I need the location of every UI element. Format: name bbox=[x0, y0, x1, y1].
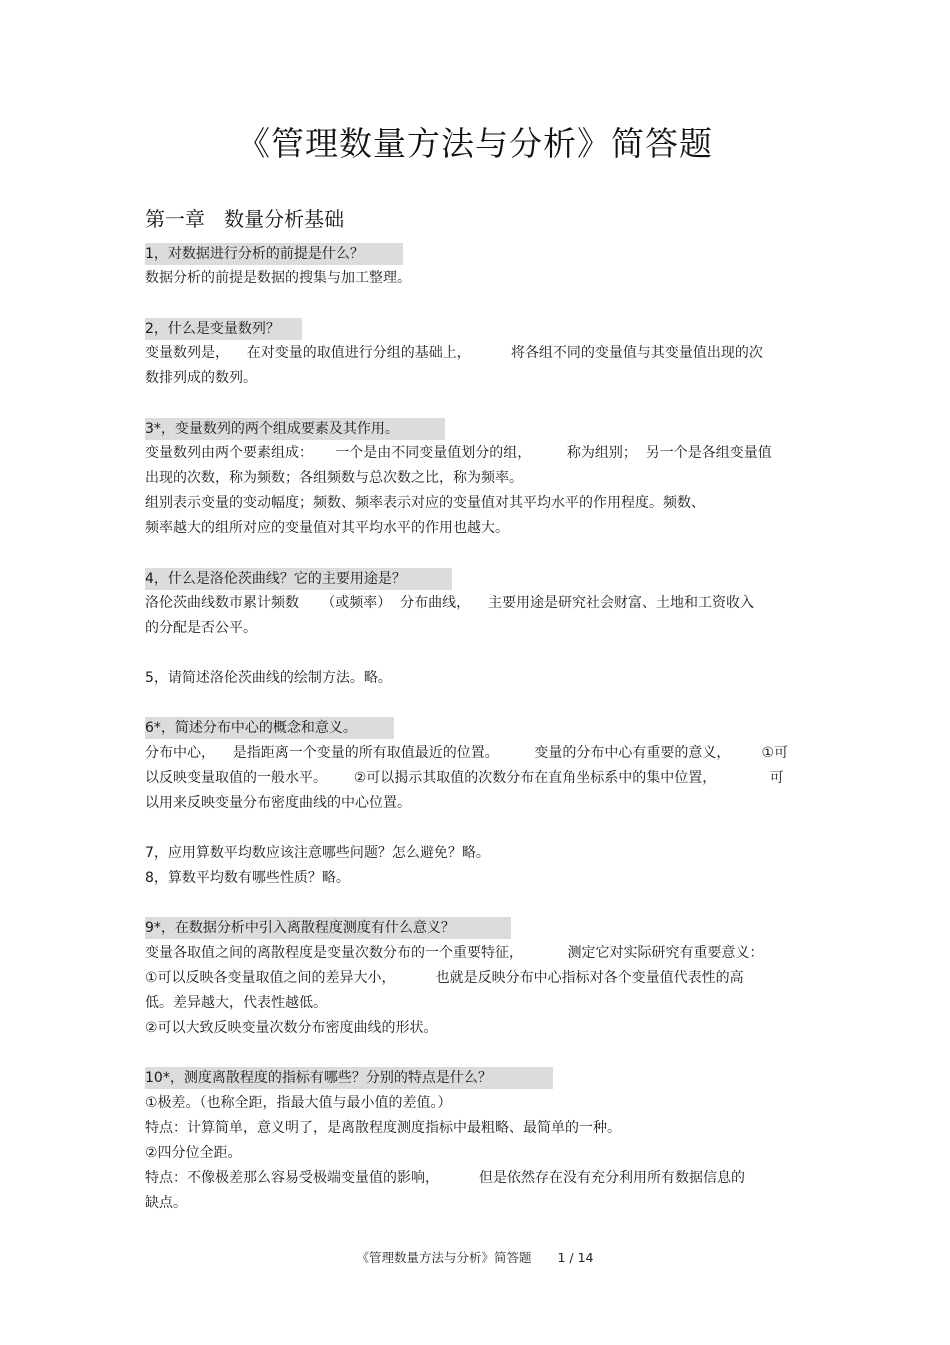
question-8: 8，算数平均数有哪些性质？略。 bbox=[145, 870, 350, 886]
answer-line: 以用来反映变量分布密度曲线的中心位置。 bbox=[145, 795, 411, 811]
answer-line: 分布中心， 是指距离一个变量的所有取值最近的位置。 变量的分布中心有重要的意义， ①可 bbox=[145, 745, 789, 761]
question-2: 2，什么是变量数列？ bbox=[145, 318, 302, 340]
answer-line: ①极差。（也称全距，指最大值与最小值的差值。） bbox=[145, 1095, 452, 1111]
answer-line: 特点：计算简单，意义明了，是离散程度测度指标中最粗略、最简单的一种。 bbox=[145, 1120, 621, 1136]
chapter-heading: 第一章 数量分析基础 bbox=[145, 207, 345, 231]
answer-line: 变量各取值之间的离散程度是变量次数分布的一个重要特征， 测定它对实际研究有重要意义： bbox=[145, 945, 764, 961]
answer-line: ②四分位全距。 bbox=[145, 1145, 242, 1161]
answer-line: 频率越大的组所对应的变量值对其平均水平的作用也越大。 bbox=[145, 520, 509, 536]
page-footer bbox=[0, 1248, 950, 1266]
answer-line: 洛伦茨曲线数市累计频数 （或频率） 分布曲线， 主要用途是研究社会财富、土地和工资收入 bbox=[145, 595, 754, 611]
answer-line: 组别表示变量的变动幅度；频数、频率表示对应的变量值对其平均水平的作用程度。频数、 bbox=[145, 495, 705, 511]
answer-line: 的分配是否公平。 bbox=[145, 620, 257, 636]
answer-line: ②可以大致反映变量次数分布密度曲线的形状。 bbox=[145, 1020, 438, 1036]
question-5: 5，请简述洛伦茨曲线的绘制方法。略。 bbox=[145, 670, 392, 686]
answer-line: 缺点。 bbox=[145, 1195, 187, 1211]
question-7: 7，应用算数平均数应该注意哪些问题？怎么避免？略。 bbox=[145, 845, 490, 861]
question-3: 3*，变量数列的两个组成要素及其作用。 bbox=[145, 418, 445, 440]
answer-line: 以反映变量取值的一般水平。 ②可以揭示其取值的次数分布在直角坐标系中的集中位置， 可 bbox=[145, 770, 784, 786]
answer-line: 低。差异越大，代表性越低。 bbox=[145, 995, 327, 1011]
footer-title: 《管理数量方法与分析》简答题 bbox=[356, 1250, 532, 1265]
answer-line: ①可以反映各变量取值之间的差异大小， 也就是反映分布中心指标对各个变量值代表性的高 bbox=[145, 970, 744, 986]
answer-line: 变量数列由两个要素组成： 一个是由不同变量值划分的组， 称为组别； 另一个是各组变量值 bbox=[145, 445, 772, 461]
answer-line: 特点：不像极差那么容易受极端变量值的影响， 但是依然存在没有充分利用所有数据信息的 bbox=[145, 1170, 746, 1186]
question-4: 4，什么是洛伦茨曲线？它的主要用途是？ bbox=[145, 568, 452, 590]
answer-line: 数据分析的前提是数据的搜集与加工整理。 bbox=[145, 270, 411, 286]
question-9: 9*，在数据分析中引入离散程度测度有什么意义？ bbox=[145, 917, 511, 939]
question-10: 10*，测度离散程度的指标有哪些？分别的特点是什么？ bbox=[145, 1067, 553, 1089]
document-title: 《管理数量方法与分析》简答题 bbox=[237, 124, 713, 163]
answer-line: 数排列成的数列。 bbox=[145, 370, 257, 386]
question-1: 1，对数据进行分析的前提是什么？ bbox=[145, 243, 403, 265]
answer-line: 出现的次数，称为频数；各组频数与总次数之比，称为频率。 bbox=[145, 470, 523, 486]
question-6: 6*，简述分布中心的概念和意义。 bbox=[145, 717, 394, 739]
page-number: 1 / 14 bbox=[557, 1250, 594, 1265]
answer-line: 变量数列是， 在对变量的取值进行分组的基础上， 将各组不同的变量值与其变量值出现的次 bbox=[145, 345, 763, 361]
